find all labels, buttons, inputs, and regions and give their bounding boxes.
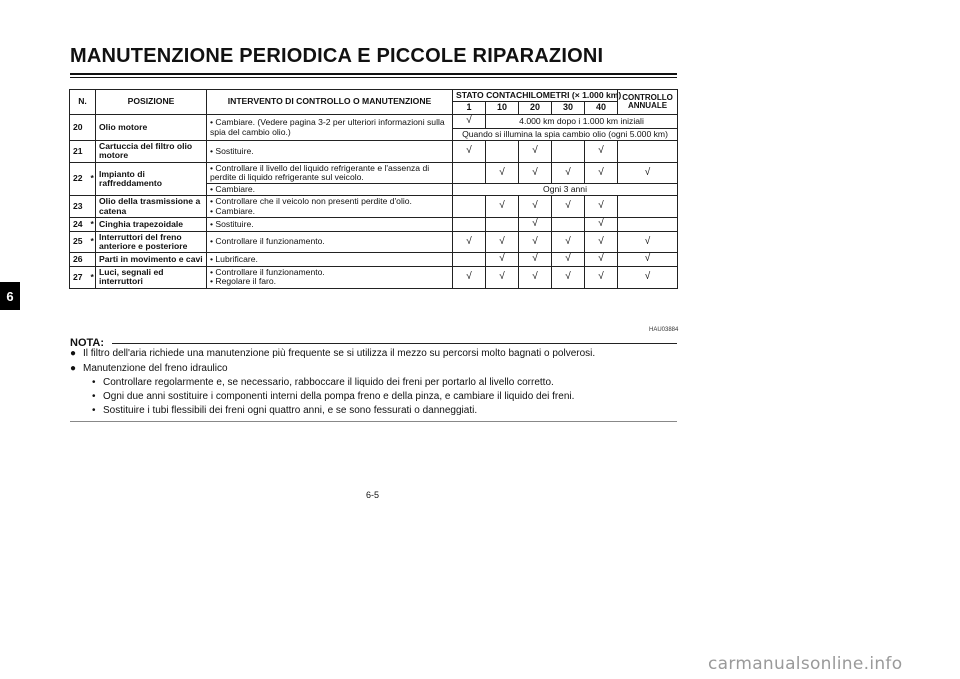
- intervention-line: • Controllare che il veicolo non presenti perdite d'olio.: [210, 196, 412, 207]
- check-cell: √: [519, 253, 552, 267]
- header-stato-contachilometri: STATO CONTACHILOMETRI (× 1.000 km): [453, 90, 618, 102]
- nota-item: [70, 348, 595, 359]
- row-number: 22: [70, 162, 88, 196]
- check-cell: [453, 253, 486, 267]
- check-cell: √: [486, 196, 519, 218]
- header-interval: 40: [585, 102, 618, 115]
- row-position: Interruttori del freno anteriore e posteriore: [96, 231, 207, 253]
- nota-item-text: Controllare regolarmente e, se necessario, rabboccare il liquido dei freni per portarlo al livello corretto.: [103, 377, 554, 388]
- bullet-icon: •: [92, 391, 96, 402]
- row-star: *: [88, 218, 96, 232]
- check-cell: √: [519, 196, 552, 218]
- header-interval: 20: [519, 102, 552, 115]
- check-cell: [486, 141, 519, 163]
- check-cell: √: [519, 231, 552, 253]
- check-cell: √: [552, 253, 585, 267]
- check-cell: √: [585, 196, 618, 218]
- check-cell: √: [585, 141, 618, 163]
- check-cell: √: [519, 267, 552, 289]
- row-number: 26: [70, 253, 88, 267]
- check-cell: √: [453, 141, 486, 163]
- header-interval: 10: [486, 102, 519, 115]
- row-position: Parti in movimento e cavi: [96, 253, 207, 267]
- check-cell: √: [585, 253, 618, 267]
- check-cell: [618, 196, 678, 218]
- table-row: [70, 231, 678, 253]
- check-cell: [453, 218, 486, 232]
- row-star: [88, 253, 96, 267]
- check-cell: [618, 141, 678, 163]
- row-position: Luci, segnali ed interruttori: [96, 267, 207, 289]
- title-rule-thin: [70, 77, 677, 78]
- bullet-icon: ●: [70, 363, 77, 374]
- nota-item-text: Ogni due anni sostituire i componenti interni della pompa freno e della pinza, e cambiare il liquido dei freni.: [103, 391, 575, 402]
- row-number: 21: [70, 141, 88, 163]
- nota-divider: [112, 343, 677, 344]
- intervention-line: • Cambiare.: [210, 205, 256, 216]
- check-cell: √: [552, 267, 585, 289]
- check-cell: √: [453, 115, 486, 129]
- check-cell: √: [486, 267, 519, 289]
- row-position: Olio della trasmissione a catena: [96, 196, 207, 218]
- check-cell: √: [552, 162, 585, 184]
- table-row: [70, 218, 678, 232]
- header-n: N.: [70, 90, 96, 115]
- check-cell: √: [519, 162, 552, 184]
- bullet-icon: •: [92, 405, 96, 416]
- nota-item-text: Manutenzione del freno idraulico: [83, 363, 228, 374]
- nota-label: NOTA:: [70, 337, 105, 349]
- row-position: Cartuccia del filtro olio motore: [96, 141, 207, 163]
- row-number: 25: [70, 231, 88, 253]
- check-cell: [552, 218, 585, 232]
- row-intervention: • Controllare il livello del liquido refrigerante e l'assenza di perdite di liquido refrigerante sul veicolo.: [207, 162, 453, 184]
- check-cell: √: [585, 162, 618, 184]
- check-cell: √: [486, 231, 519, 253]
- check-cell: √: [552, 196, 585, 218]
- check-cell: [453, 196, 486, 218]
- row-star: [88, 115, 96, 141]
- row-intervention: • Controllare il funzionamento.: [207, 231, 453, 253]
- row-number: 27: [70, 267, 88, 289]
- row-intervention: [207, 196, 453, 218]
- row-star: [88, 141, 96, 163]
- table-row: [70, 267, 678, 289]
- row-intervention: • Sostituire.: [207, 141, 453, 163]
- row-star: [88, 196, 96, 218]
- watermark: carmanualsonline.info: [708, 654, 903, 674]
- check-cell: √: [585, 218, 618, 232]
- intervention-line: • Regolare il faro.: [210, 276, 277, 287]
- row-intervention: • Sostituire.: [207, 218, 453, 232]
- row-star: *: [88, 267, 96, 289]
- check-cell: √: [486, 253, 519, 267]
- nota-subitem: [92, 405, 477, 416]
- check-cell: √: [453, 267, 486, 289]
- row-intervention: • Cambiare. (Vedere pagina 3-2 per ulteriori informazioni sulla spia del cambio olio.): [207, 115, 453, 141]
- table-row: [70, 162, 678, 184]
- check-cell: √: [618, 231, 678, 253]
- table-row: [70, 141, 678, 163]
- header-controllo-annuale: CONTROLLO ANNUALE: [618, 90, 678, 115]
- intervention-line: • Controllare il funzionamento.: [210, 267, 325, 278]
- row-intervention: • Cambiare.: [207, 184, 453, 196]
- nota-bottom-divider: [70, 421, 677, 422]
- row-intervention: [207, 267, 453, 289]
- check-note: 4.000 km dopo i 1.000 km iniziali: [486, 115, 678, 129]
- header-interval: 1: [453, 102, 486, 115]
- check-cell: [618, 218, 678, 232]
- nota-item-text: Sostituire i tubi flessibili dei freni ogni quattro anni, e se sono fessurati o danneggiati.: [103, 405, 478, 416]
- header-posizione: POSIZIONE: [96, 90, 207, 115]
- check-cell: √: [585, 231, 618, 253]
- row-number: 20: [70, 115, 88, 141]
- nota-item-text: Il filtro dell'aria richiede una manutenzione più frequente se si utilizza il mezzo su percorsi molto bagnati o polverosi.: [83, 348, 596, 359]
- row-position: Cinghia trapezoidale: [96, 218, 207, 232]
- bullet-icon: ●: [70, 348, 77, 359]
- row-star: *: [88, 231, 96, 253]
- check-cell: √: [486, 162, 519, 184]
- bullet-icon: •: [92, 377, 96, 388]
- span-note: Ogni 3 anni: [453, 184, 678, 196]
- nota-subitem: [92, 391, 574, 402]
- title-rule: [70, 73, 677, 75]
- row-star: *: [88, 162, 96, 196]
- check-cell: √: [519, 218, 552, 232]
- page-title: MANUTENZIONE PERIODICA E PICCOLE RIPARAZIONI: [70, 45, 604, 67]
- maintenance-table: [69, 89, 678, 289]
- check-cell: √: [618, 162, 678, 184]
- chapter-tab[interactable]: 6: [0, 282, 20, 310]
- row-position: Impianto di raffreddamento: [96, 162, 207, 196]
- row-number: 24: [70, 218, 88, 232]
- check-cell: [552, 141, 585, 163]
- page-number: 6-5: [366, 490, 380, 500]
- check-cell: √: [618, 253, 678, 267]
- check-cell: √: [552, 231, 585, 253]
- check-cell: √: [618, 267, 678, 289]
- check-cell: √: [585, 267, 618, 289]
- header-intervento: INTERVENTO DI CONTROLLO O MANUTENZIONE: [207, 90, 453, 115]
- check-cell: √: [453, 231, 486, 253]
- table-row: [70, 253, 678, 267]
- document-code: HAU03884: [649, 327, 679, 333]
- check-cell: √: [519, 141, 552, 163]
- header-interval: 30: [552, 102, 585, 115]
- table-row: [70, 115, 678, 129]
- check-cell: [486, 218, 519, 232]
- span-note: Quando si illumina la spia cambio olio (ogni 5.000 km): [453, 128, 678, 140]
- check-cell: [453, 162, 486, 184]
- nota-item: [70, 363, 228, 374]
- table-row: [70, 196, 678, 218]
- row-position: Olio motore: [96, 115, 207, 141]
- nota-subitem: [92, 377, 554, 388]
- row-intervention: • Lubrificare.: [207, 253, 453, 267]
- row-number: 23: [70, 196, 88, 218]
